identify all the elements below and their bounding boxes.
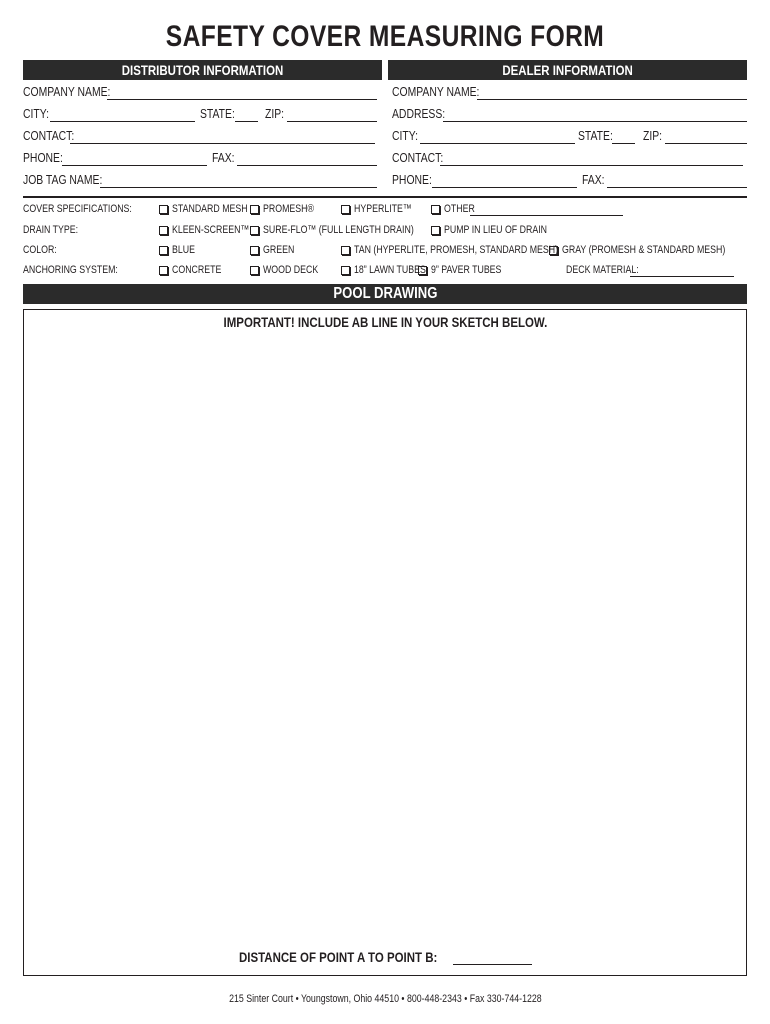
dealer-header: DEALER INFORMATION bbox=[502, 62, 633, 78]
checkbox-icon[interactable] bbox=[418, 266, 427, 275]
anchoring-label: ANCHORING SYSTEM: bbox=[23, 264, 118, 276]
dealer-state-label: STATE: bbox=[578, 128, 613, 143]
dist-company-field[interactable] bbox=[107, 99, 377, 100]
color-option-gray[interactable]: GRAY (PROMESH & STANDARD MESH) bbox=[549, 244, 766, 256]
deck-material-field[interactable] bbox=[630, 276, 734, 277]
dealer-city-field[interactable] bbox=[420, 143, 575, 144]
cover-option-other[interactable]: OTHER bbox=[431, 203, 483, 215]
checkbox-icon[interactable] bbox=[431, 226, 440, 235]
distance-ab-field[interactable] bbox=[453, 964, 532, 965]
dealer-contact-label: CONTACT: bbox=[392, 150, 444, 165]
dist-company-label: COMPANY NAME: bbox=[23, 84, 111, 99]
cover-other-field[interactable] bbox=[470, 215, 623, 216]
dist-phone-field[interactable] bbox=[62, 165, 207, 166]
dist-jobtag-label: JOB TAG NAME: bbox=[23, 172, 103, 187]
dist-city-field[interactable] bbox=[50, 121, 195, 122]
cover-option-promesh[interactable]: PROMESH® bbox=[250, 203, 327, 215]
checkbox-icon[interactable] bbox=[341, 205, 350, 214]
checkbox-icon[interactable] bbox=[341, 246, 350, 255]
checkbox-icon[interactable] bbox=[159, 205, 168, 214]
dealer-header-bar bbox=[388, 60, 747, 80]
dealer-phone-field[interactable] bbox=[432, 187, 577, 188]
checkbox-icon[interactable] bbox=[250, 226, 259, 235]
anchor-option-lawn-tubes[interactable]: 18” LAWN TUBES bbox=[341, 264, 444, 276]
cover-spec-label: COVER SPECIFICATIONS: bbox=[23, 203, 132, 215]
dist-jobtag-field[interactable] bbox=[100, 187, 377, 188]
distance-ab-label: DISTANCE OF POINT A TO POINT B: bbox=[239, 949, 438, 965]
footer-address: 215 Sinter Court • Youngstown, Ohio 44510 • 800-448-2343 • Fax 330-744-1228 bbox=[228, 993, 542, 1005]
dist-contact-field[interactable] bbox=[70, 143, 375, 144]
dist-state-label: STATE: bbox=[200, 106, 235, 121]
checkbox-icon[interactable] bbox=[250, 246, 259, 255]
color-option-green[interactable]: GREEN bbox=[250, 244, 302, 256]
dealer-state-field[interactable] bbox=[612, 143, 635, 144]
section-divider bbox=[23, 196, 747, 198]
dealer-phone-label: PHONE: bbox=[392, 172, 432, 187]
dealer-zip-label: ZIP: bbox=[643, 128, 663, 143]
anchor-option-wood-deck[interactable]: WOOD DECK bbox=[250, 264, 332, 276]
anchor-option-concrete[interactable]: CONCRETE bbox=[159, 264, 234, 276]
checkbox-icon[interactable] bbox=[159, 266, 168, 275]
dealer-city-label: CITY: bbox=[392, 128, 419, 143]
footer-wrap bbox=[0, 989, 770, 1007]
dist-fax-label: FAX: bbox=[212, 150, 235, 165]
dist-fax-field[interactable] bbox=[237, 165, 377, 166]
dealer-address-field[interactable] bbox=[443, 121, 747, 122]
deck-material-label: DECK MATERIAL: bbox=[566, 264, 639, 276]
form-title: SAFETY COVER MEASURING FORM bbox=[165, 20, 605, 53]
color-option-tan[interactable]: TAN (HYPERLITE, PROMESH, STANDARD MESH) bbox=[341, 244, 609, 256]
dist-city-label: CITY: bbox=[23, 106, 50, 121]
drain-option-kleen-screen[interactable]: KLEEN-SCREEN™ bbox=[159, 224, 269, 236]
drain-type-label: DRAIN TYPE: bbox=[23, 224, 79, 236]
dist-state-field[interactable] bbox=[235, 121, 258, 122]
pool-drawing-header: POOL DRAWING bbox=[332, 285, 437, 302]
dealer-company-field[interactable] bbox=[477, 99, 747, 100]
checkbox-icon[interactable] bbox=[250, 205, 259, 214]
dealer-address-label: ADDRESS: bbox=[392, 106, 446, 121]
checkbox-icon[interactable] bbox=[159, 226, 168, 235]
dist-zip-label: ZIP: bbox=[265, 106, 285, 121]
distributor-header-bar bbox=[23, 60, 382, 80]
dealer-fax-field[interactable] bbox=[607, 187, 747, 188]
dist-phone-label: PHONE: bbox=[23, 150, 63, 165]
dist-contact-label: CONTACT: bbox=[23, 128, 75, 143]
dealer-fax-label: FAX: bbox=[582, 172, 605, 187]
pool-drawing-header-bar bbox=[23, 284, 747, 304]
cover-option-hyperlite[interactable]: HYPERLITE™ bbox=[341, 203, 426, 215]
dealer-company-label: COMPANY NAME: bbox=[392, 84, 480, 99]
drain-option-pump[interactable]: PUMP IN LIEU OF DRAIN bbox=[431, 224, 573, 236]
checkbox-icon[interactable] bbox=[250, 266, 259, 275]
color-label: COLOR: bbox=[23, 244, 57, 256]
cover-option-standard-mesh[interactable]: STANDARD MESH bbox=[159, 203, 267, 215]
anchor-option-paver-tubes[interactable]: 9” PAVER TUBES bbox=[418, 264, 519, 276]
checkbox-icon[interactable] bbox=[549, 246, 558, 255]
checkbox-icon[interactable] bbox=[159, 246, 168, 255]
dist-zip-field[interactable] bbox=[287, 121, 377, 122]
checkbox-icon[interactable] bbox=[341, 266, 350, 275]
checkbox-icon[interactable] bbox=[431, 205, 440, 214]
drawing-instruction-wrap bbox=[23, 314, 747, 332]
dealer-contact-field[interactable] bbox=[440, 165, 743, 166]
dealer-zip-field[interactable] bbox=[665, 143, 747, 144]
distributor-header: DISTRIBUTOR INFORMATION bbox=[121, 62, 284, 78]
color-option-blue[interactable]: BLUE bbox=[159, 244, 201, 256]
drawing-instruction: IMPORTANT! INCLUDE AB LINE IN YOUR SKETCH BELOW. bbox=[223, 314, 547, 330]
pool-drawing-area[interactable] bbox=[23, 309, 747, 976]
drain-option-sure-flo[interactable]: SURE-FLO™ (FULL LENGTH DRAIN) bbox=[250, 224, 451, 236]
